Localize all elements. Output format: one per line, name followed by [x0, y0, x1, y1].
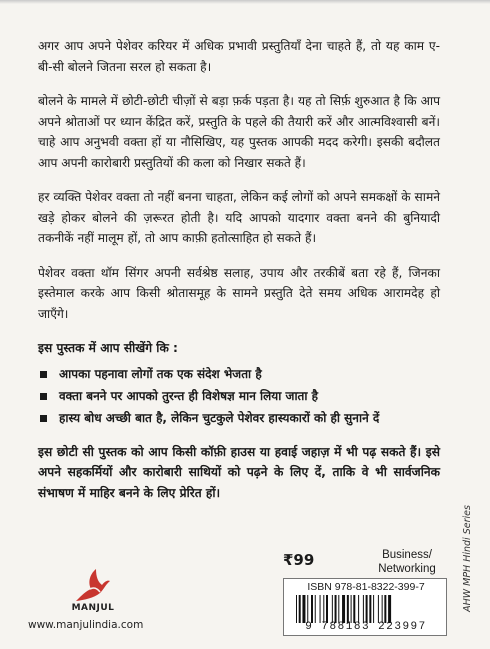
category-line-2: Networking — [378, 563, 436, 575]
learn-point-text: वक्ता बनने पर आपको तुरन्त ही विशेषज्ञ मान लिया जाता है — [59, 388, 319, 403]
isbn-barcode-box — [283, 578, 447, 636]
blurb-paragraph-4: पेशेवर वक्ता थॉम सिंगर अपनी सर्वश्रेष्ठ सलाह, उपाय और तरकीबें बता रहे हैं, जिनका इस्तेमाल करके आप किसी श्रोतासमूह के सामने प्रस्तुति देते समय अधिक आरामदेह हो जाएँगे। — [38, 265, 440, 321]
blurb-paragraph-1: अगर आप अपने पेशेवर करियर में अधिक प्रभावी प्रस्तुतियाँ देना चाहते हैं, तो यह काम ए-बी-सी बोलने जितना सरल हो सकता है। — [38, 39, 440, 74]
barcode-digits: 9 788183 223997 — [305, 621, 427, 633]
square-bullet-icon — [40, 415, 47, 422]
cover-top-edge — [0, 0, 490, 4]
isbn-number: ISBN 978-81-8322-399-7 — [307, 581, 425, 593]
learn-point-text: आपका पहनावा लोगों तक एक संदेश भेजता है — [59, 366, 262, 381]
category-label — [370, 548, 444, 576]
publisher-logo — [28, 565, 178, 635]
category-line-1: Business/ — [382, 549, 432, 561]
publisher-name: MANJUL — [71, 603, 115, 613]
blurb-paragraph-3: हर व्यक्ति पेशेवर वक्ता तो नहीं बनना चाहता, लेकिन कई लोगों को अपने समकक्षों के सामने खड़े होकर बोलने की ज़रूरत होती है। यदि आपको यादगार वक्ता बनने की बुनियादी तकनीकें नहीं मालूम हों, तो आप काफ़ी हतोत्साहित हो सकते हैं। — [38, 190, 440, 245]
publisher-url: www.manjulindia.com — [28, 619, 144, 631]
learn-point — [38, 365, 440, 384]
learn-point — [38, 409, 440, 428]
square-bullet-icon — [40, 371, 47, 378]
blurb — [38, 36, 440, 517]
learn-point-text: हास्य बोध अच्छी बात है, लेकिन चुटकुले पेशेवर हास्यकारों को ही सुनाने दें — [59, 410, 380, 425]
bird-in-flight-icon — [72, 565, 112, 605]
learn-points-list — [38, 365, 440, 428]
price: ₹99 — [283, 551, 315, 569]
square-bullet-icon — [40, 393, 47, 400]
barcode-icon — [294, 595, 436, 623]
blurb-paragraph-2: बोलने के मामले में छोटी-छोटी चीज़ों से बड़ा फ़र्क पड़ता है। यह तो सिर्फ़ शुरुआत है कि आप अपने श्रोताओं पर ध्यान केंद्रित करें, प्रस्तुति के पहले की तैयारी करें और आत्मविश्वासी बनें। चाहे आप अनुभवी वक्ता हों या नौसिखिए, यह पुस्तक आपकी मदद करेगी। इसकी बदौलत आप अपनी कारोबारी प्रस्तुतियों की कला को निखार सकते हैं। — [38, 94, 440, 170]
series-label-text: AHW MPH Hindi Series — [461, 504, 473, 612]
learn-heading: इस पुस्तक में आप सीखेंगे कि : — [38, 341, 178, 355]
learn-point — [38, 387, 440, 406]
series-label — [454, 480, 480, 636]
closing-paragraph: इस छोटी सी पुस्तक को आप किसी कॉफ़ी हाउस या हवाई जहाज़ में भी पढ़ सकते हैं। इसे अपने सहकर्मियों और कारोबारी साथियों को पढ़ने के लिए दें, ताकि वे भी सार्वजनिक संभाषण में माहिर बनने के लिए प्रेरित हों। — [38, 444, 440, 500]
